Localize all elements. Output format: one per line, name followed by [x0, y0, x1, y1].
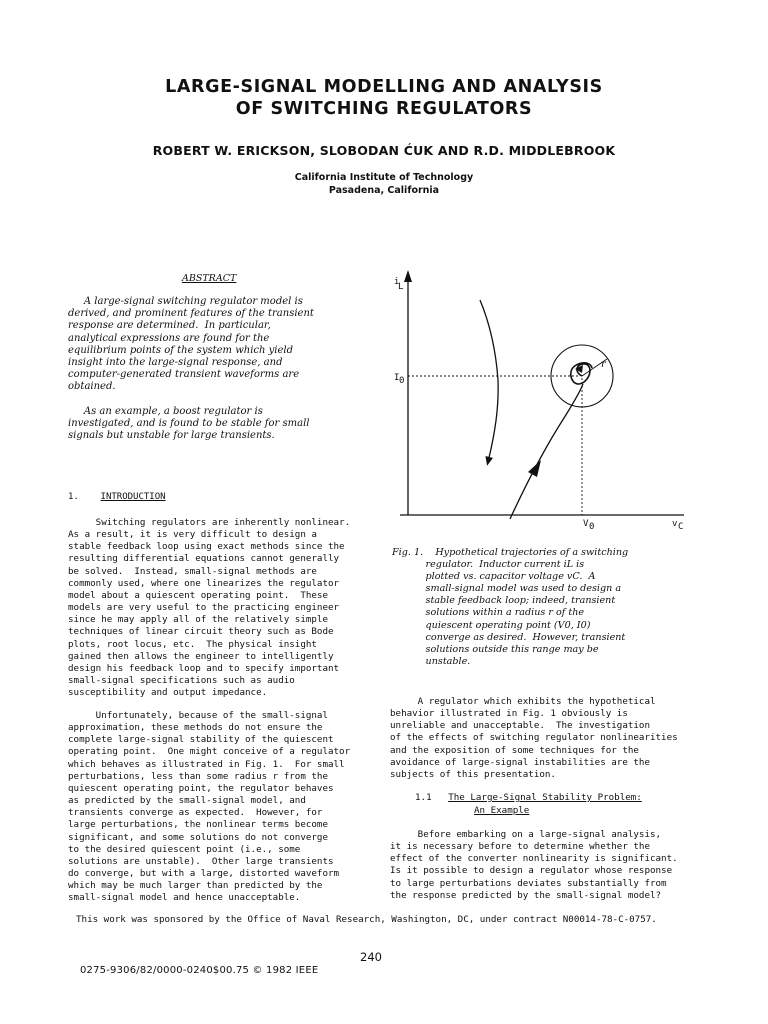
introduction-heading: [68, 492, 166, 502]
unstable-trajectory: [480, 300, 498, 462]
section-1-1-number: 1.1: [415, 792, 432, 803]
page-number: 240: [360, 950, 382, 964]
i0-subscript: 0: [399, 376, 405, 386]
right-paragraph-2: Before embarking on a large-signal analysis, it is necessary before to determine whether the effect of the converter nonlinearity is significant. Is it possible to design a regulator whose response to large perturbations deviates substantially from the response predicted by the small-signal model?: [390, 829, 678, 901]
y-axis-label: i: [394, 277, 400, 287]
sponsor-footnote: This work was sponsored by the Office of Naval Research, Washington, DC, under contract N00014-78-C-0757.: [76, 914, 657, 925]
affiliation-line-2: Pasadena, California: [328, 185, 440, 196]
figure-1-caption: Fig. 1. Hypothetical trajectories of a switching regulator. Inductor current iL is plotted vs. capacitor voltage vC. A small-signal model was used to design a stable feedback loop; indeed, transient solutions within a radius r of the quiescent operating point (V0, I0) converge as desired. However, transient solutions outside this range may be unstable.: [392, 547, 629, 667]
copyright-line: 0275-9306/82/0000-0240$00.75 © 1982 IEEE: [80, 965, 319, 976]
right-paragraph-1: A regulator which exhibits the hypothetical behavior illustrated in Fig. 1 obviously is unreliable and unacceptable. The investigation of the effects of switching regulator nonlinearities and the exposition of some techniques for the avoidance of large-signal instabilities are the subjects of this presentation.: [390, 696, 678, 780]
v0-label: V: [583, 519, 589, 529]
affiliation: [0, 171, 768, 197]
section-1-1-title-line-1: The Large-Signal Stability Problem:: [448, 792, 642, 803]
section-1-1-heading: [415, 792, 642, 817]
introduction-paragraph-2: Unfortunately, because of the small-signal approximation, these methods do not ensure the complete large-signal stability of the quiescent operating point. One might conceive of a regulator which behaves as illustrated in Fig. 1. For small perturbations, less than some radius r from the quiescent operating point, the regulator behaves as predicted by the small-signal model, and transients converge as expected. However, for large perturbations, the nonlinear terms become significant, and some solutions do not converge to the desired quiescent point (i.e., some solutions are unstable). Other large transients do converge, but with a large, distorted waveform which may be much larger than predicted by the small-signal model and hence unacceptable.: [68, 710, 351, 904]
section-number: 1.: [68, 492, 79, 502]
v0-subscript: 0: [589, 522, 595, 532]
section-1-1-title-line-2: An Example: [474, 804, 530, 816]
converging-trajectory: [510, 384, 583, 519]
radius-label: r: [601, 359, 606, 370]
paper-title: [0, 76, 768, 120]
x-axis-label: v: [672, 519, 678, 529]
title-line-1: LARGE-SIGNAL MODELLING AND ANALYSIS: [165, 77, 603, 97]
title-line-2: OF SWITCHING REGULATORS: [235, 99, 533, 119]
authors: ROBERT W. ERICKSON, SLOBODAN ĆUK AND R.D. MIDDLEBROOK: [152, 143, 616, 158]
introduction-paragraph-1: Switching regulators are inherently nonlinear. As a result, it is very difficult to design a stable feedback loop using exact methods since the resulting differential equations cannot generally be solved. Instead, small-signal methods are commonly used, where one linearizes the regulator model about a quiescent operating point. These models are very useful to the practicing engineer since he may apply all of the relatively simple techniques of linear circuit theory such as Bode plots, root locus, etc. The physical insight gained then allows the engineer to intelligently design his feedback loop and to specify important small-signal specifications such as audio susceptibility and output impedance.: [68, 517, 351, 699]
x-axis-subscript: C: [678, 522, 684, 532]
y-axis-arrowhead: [404, 270, 412, 282]
i0-label: I: [394, 373, 400, 383]
y-axis-subscript: L: [398, 282, 404, 292]
affiliation-line-1: California Institute of Technology: [294, 172, 474, 183]
trajectory-arrowhead: [528, 460, 541, 477]
figure-1-phase-plane: [378, 268, 698, 533]
section-title: INTRODUCTION: [100, 492, 166, 502]
abstract-body: A large-signal switching regulator model is derived, and prominent features of the transient response are determined. In particular, analytical expressions are found for the equilibrium points of the system which yield insight into the large-signal response, and computer-generated transient waveforms are obtained.: [68, 296, 314, 393]
abstract-example: As an example, a boost regulator is investigated, and is found to be stable for small signals but unstable for large transients.: [68, 406, 310, 442]
abstract-heading: ABSTRACT: [182, 273, 237, 284]
